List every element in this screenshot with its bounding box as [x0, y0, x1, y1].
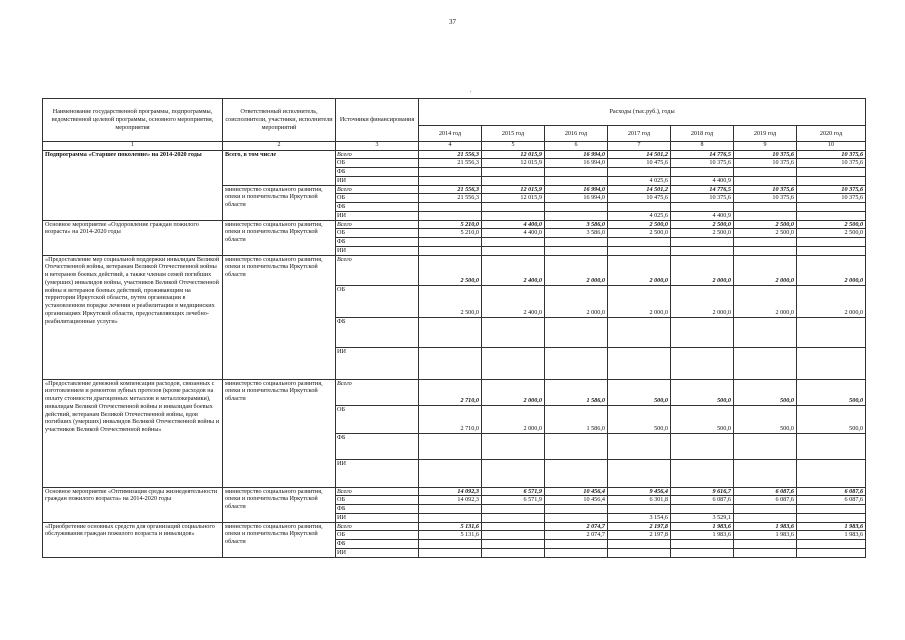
value-cell: 10 375,6	[797, 159, 866, 168]
value-cell: 5 210,0	[419, 220, 482, 229]
value-cell	[545, 513, 608, 522]
value-cell: 5 210,0	[419, 229, 482, 238]
value-cell	[734, 548, 797, 557]
value-cell	[545, 347, 608, 379]
page-number: 37	[449, 18, 456, 26]
value-cell: 2 500,0	[671, 229, 734, 238]
value-cell	[419, 433, 482, 459]
table-row	[43, 220, 866, 229]
value-cell: 2 000,0	[608, 285, 671, 317]
value-cell	[797, 176, 866, 185]
executor: министерство социального развития, опеки и попечительства Иркутской области	[223, 522, 336, 557]
value-cell: 2 500,0	[608, 229, 671, 238]
value-cell: 21 556,3	[419, 194, 482, 203]
column-number: 7	[608, 142, 671, 151]
value-cell	[797, 168, 866, 177]
column-number: 1	[43, 142, 223, 151]
value-cell	[671, 317, 734, 347]
value-cell	[734, 459, 797, 487]
table-row	[43, 255, 866, 285]
value-cell: 10 375,6	[797, 185, 866, 194]
value-cell: 16 994,0	[545, 159, 608, 168]
program-name: «Предоставление денежной компенсации расходов, связанных с изготовлением и ремонтом зубных протезов (кроме расходов на оплату стоимости драгоценных металлов и металлокерамики), инвалидам Великой Отечественной войны и инвалидам боевых действий, ветеранам Великой Отечественной войны, вдов погибших (умерших) инвалидов Великой Отечественной войны и участников Великой Отечественной войны»	[43, 379, 223, 487]
value-cell: 2 710,0	[419, 379, 482, 405]
value-cell	[545, 246, 608, 255]
value-cell	[545, 505, 608, 514]
value-cell	[671, 238, 734, 247]
value-cell: 6 087,6	[734, 487, 797, 496]
value-cell	[419, 211, 482, 220]
header-year: 2020 год	[797, 126, 866, 142]
source-ob: ОБ	[336, 496, 419, 505]
program-name: «Предоставление мер социальной поддержки инвалидам Великой Отечественной войны, ветеранам Великой Отечественной войны и ветеранов боевых действий, а также членам семей погибших (умерших) инвалидов войны, участников Великой Отечественной войны и ветеранов боевых действий, проживающим на территории Иркутской области, путем организации в установленном порядке лечения и реабилитации в медицинских организациях Иркутской области, предоставляющих лечебно-реабилитационные услуги»	[43, 255, 223, 379]
value-cell	[734, 317, 797, 347]
value-cell	[797, 211, 866, 220]
value-cell: 2 500,0	[419, 285, 482, 317]
value-cell	[671, 203, 734, 212]
source-ii: ИИ	[336, 459, 419, 487]
source-ii: ИИ	[336, 513, 419, 522]
value-cell	[671, 540, 734, 549]
value-cell: 2 500,0	[671, 220, 734, 229]
source-ob: ОБ	[336, 229, 419, 238]
header-year: 2017 год	[608, 126, 671, 142]
value-cell	[797, 246, 866, 255]
program-name: Подпрограмма «Старшее поколение» на 2014-2020 годы	[43, 150, 223, 220]
value-cell	[608, 548, 671, 557]
value-cell	[482, 531, 545, 540]
source-all: Всего	[336, 150, 419, 159]
value-cell: 2 500,0	[797, 220, 866, 229]
value-cell: 2 197,8	[608, 522, 671, 531]
value-cell: 12 015,9	[482, 159, 545, 168]
value-cell	[545, 459, 608, 487]
value-cell: 500,0	[608, 379, 671, 405]
value-cell: 2 500,0	[608, 220, 671, 229]
value-cell: 1 983,6	[797, 522, 866, 531]
value-cell: 14 776,5	[671, 185, 734, 194]
source-fb: ФБ	[336, 168, 419, 177]
value-cell: 4 025,6	[608, 176, 671, 185]
value-cell: 2 000,0	[734, 255, 797, 285]
value-cell: 2 000,0	[482, 379, 545, 405]
value-cell: 21 556,3	[419, 150, 482, 159]
value-cell: 1 586,0	[545, 405, 608, 433]
value-cell: 1 983,6	[797, 531, 866, 540]
value-cell	[482, 203, 545, 212]
column-number: 9	[734, 142, 797, 151]
source-fb: ФБ	[336, 203, 419, 212]
value-cell	[671, 246, 734, 255]
executor: Всего, в том числе	[223, 150, 336, 185]
table-row	[43, 522, 866, 531]
value-cell: 2 000,0	[797, 285, 866, 317]
value-cell: 2 000,0	[608, 255, 671, 285]
value-cell	[482, 347, 545, 379]
value-cell: 500,0	[671, 379, 734, 405]
value-cell: 2 197,8	[608, 531, 671, 540]
value-cell: 2 500,0	[734, 220, 797, 229]
value-cell	[482, 317, 545, 347]
value-cell: 3 586,0	[545, 229, 608, 238]
value-cell	[797, 505, 866, 514]
value-cell: 2 000,0	[545, 285, 608, 317]
value-cell: 12 015,9	[482, 185, 545, 194]
value-cell: 3 529,1	[671, 513, 734, 522]
value-cell	[797, 317, 866, 347]
value-cell: 4 400,0	[482, 220, 545, 229]
source-fb: ФБ	[336, 540, 419, 549]
column-number: 4	[419, 142, 482, 151]
value-cell: 2 074,7	[545, 531, 608, 540]
header-year: 2014 год	[419, 126, 482, 142]
value-cell: 10 375,6	[734, 159, 797, 168]
program-name: Основное мероприятие «Оздоровление граждан пожилого возраста» на 2014-2020 годы	[43, 220, 223, 255]
value-cell	[482, 459, 545, 487]
source-ii: ИИ	[336, 347, 419, 379]
source-all: Всего	[336, 522, 419, 531]
value-cell	[671, 168, 734, 177]
value-cell	[545, 540, 608, 549]
value-cell	[608, 168, 671, 177]
source-ob: ОБ	[336, 159, 419, 168]
header-year: 2018 год	[671, 126, 734, 142]
value-cell: 10 375,6	[734, 194, 797, 203]
value-cell: 4 400,0	[482, 229, 545, 238]
value-cell: 10 456,4	[545, 496, 608, 505]
value-cell	[482, 548, 545, 557]
value-cell	[671, 548, 734, 557]
value-cell: 6 087,6	[734, 496, 797, 505]
value-cell: 500,0	[608, 405, 671, 433]
value-cell	[482, 168, 545, 177]
value-cell: 10 375,6	[734, 150, 797, 159]
value-cell: 16 994,0	[545, 194, 608, 203]
value-cell: 10 456,4	[545, 487, 608, 496]
value-cell	[482, 513, 545, 522]
source-all: Всего	[336, 185, 419, 194]
column-number: 8	[671, 142, 734, 151]
column-number: 2	[223, 142, 336, 151]
value-cell	[545, 317, 608, 347]
value-cell	[482, 540, 545, 549]
value-cell: 2 000,0	[545, 255, 608, 285]
table-row	[43, 487, 866, 496]
executor: министерство социального развития, опеки и попечительства Иркутской области	[223, 487, 336, 522]
value-cell	[797, 433, 866, 459]
source-ii: ИИ	[336, 246, 419, 255]
value-cell	[419, 540, 482, 549]
value-cell	[797, 459, 866, 487]
value-cell	[545, 168, 608, 177]
value-cell: 2 000,0	[797, 255, 866, 285]
value-cell	[671, 505, 734, 514]
header-year: 2015 год	[482, 126, 545, 142]
executor: министерство социального развития, опеки и попечительства Иркутской области	[223, 255, 336, 379]
source-fb: ФБ	[336, 433, 419, 459]
value-cell	[734, 540, 797, 549]
value-cell	[797, 548, 866, 557]
value-cell	[419, 203, 482, 212]
value-cell: 1 983,6	[734, 531, 797, 540]
value-cell	[734, 505, 797, 514]
executor: министерство социального развития, опеки и попечительства Иркутской области	[223, 185, 336, 220]
value-cell: 6 571,9	[482, 487, 545, 496]
value-cell	[608, 505, 671, 514]
value-cell: 500,0	[671, 405, 734, 433]
value-cell	[797, 540, 866, 549]
value-cell	[734, 176, 797, 185]
value-cell	[797, 203, 866, 212]
decorative-dot: .	[470, 88, 472, 94]
value-cell	[734, 513, 797, 522]
expenses-table	[42, 98, 866, 558]
value-cell: 14 501,2	[608, 150, 671, 159]
value-cell: 10 375,6	[671, 194, 734, 203]
source-fb: ФБ	[336, 238, 419, 247]
value-cell: 6 571,9	[482, 496, 545, 505]
header-expenses: Расходы (тыс.руб.), годы	[419, 99, 866, 126]
value-cell	[734, 238, 797, 247]
value-cell	[608, 317, 671, 347]
source-ob: ОБ	[336, 405, 419, 433]
value-cell: 2 074,7	[545, 522, 608, 531]
value-cell: 9 616,7	[671, 487, 734, 496]
value-cell	[419, 176, 482, 185]
value-cell: 12 015,9	[482, 150, 545, 159]
value-cell: 10 375,6	[797, 150, 866, 159]
value-cell	[419, 505, 482, 514]
value-cell: 9 456,4	[608, 487, 671, 496]
value-cell	[419, 238, 482, 247]
value-cell	[608, 347, 671, 379]
header-year: 2019 год	[734, 126, 797, 142]
value-cell	[608, 246, 671, 255]
value-cell	[734, 347, 797, 379]
value-cell	[482, 433, 545, 459]
source-ob: ОБ	[336, 194, 419, 203]
value-cell: 4 025,6	[608, 211, 671, 220]
value-cell: 4 400,9	[671, 176, 734, 185]
source-all: Всего	[336, 255, 419, 285]
value-cell: 2 000,0	[671, 255, 734, 285]
value-cell	[734, 246, 797, 255]
value-cell: 2 400,0	[482, 285, 545, 317]
value-cell: 5 131,6	[419, 522, 482, 531]
value-cell: 1 983,6	[671, 522, 734, 531]
value-cell	[671, 459, 734, 487]
value-cell: 2 400,0	[482, 255, 545, 285]
value-cell	[419, 246, 482, 255]
value-cell: 2 000,0	[482, 405, 545, 433]
column-number: 10	[797, 142, 866, 151]
value-cell: 2 710,0	[419, 405, 482, 433]
value-cell: 10 375,6	[797, 194, 866, 203]
column-number: 5	[482, 142, 545, 151]
value-cell: 10 475,6	[608, 194, 671, 203]
value-cell: 2 000,0	[734, 285, 797, 317]
value-cell: 14 092,3	[419, 496, 482, 505]
value-cell: 4 400,9	[671, 211, 734, 220]
value-cell: 2 500,0	[797, 229, 866, 238]
value-cell: 14 501,2	[608, 185, 671, 194]
value-cell	[797, 347, 866, 379]
source-ob: ОБ	[336, 531, 419, 540]
value-cell: 500,0	[797, 405, 866, 433]
value-cell	[482, 176, 545, 185]
value-cell: 500,0	[734, 405, 797, 433]
source-all: Всего	[336, 487, 419, 496]
value-cell: 3 586,0	[545, 220, 608, 229]
value-cell	[734, 433, 797, 459]
value-cell	[419, 513, 482, 522]
column-number: 3	[336, 142, 419, 151]
value-cell	[608, 540, 671, 549]
value-cell	[419, 347, 482, 379]
value-cell	[419, 317, 482, 347]
value-cell	[482, 505, 545, 514]
value-cell: 10 375,6	[671, 159, 734, 168]
value-cell	[482, 246, 545, 255]
value-cell	[419, 548, 482, 557]
source-ii: ИИ	[336, 211, 419, 220]
value-cell: 10 375,6	[734, 185, 797, 194]
value-cell	[671, 347, 734, 379]
value-cell: 10 475,6	[608, 159, 671, 168]
value-cell: 6 301,8	[608, 496, 671, 505]
value-cell: 2 500,0	[419, 255, 482, 285]
value-cell	[797, 513, 866, 522]
value-cell: 2 500,0	[734, 229, 797, 238]
value-cell: 2 000,0	[671, 285, 734, 317]
value-cell	[482, 522, 545, 531]
column-number: 6	[545, 142, 608, 151]
source-ob: ОБ	[336, 285, 419, 317]
source-ii: ИИ	[336, 176, 419, 185]
header-executor: Ответственный исполнитель, соисполнители, участники, исполнители мероприятий	[223, 99, 336, 142]
header-name: Наименование государственной программы, подпрограммы, ведомственной целевой программы, основного мероприятия, мероприятия	[43, 99, 223, 142]
value-cell	[671, 433, 734, 459]
executor: министерство социального развития, опеки и попечительства Иркутской области	[223, 220, 336, 255]
value-cell	[419, 459, 482, 487]
value-cell	[797, 238, 866, 247]
value-cell: 500,0	[797, 379, 866, 405]
source-ii: ИИ	[336, 548, 419, 557]
value-cell: 14 092,3	[419, 487, 482, 496]
header-year: 2016 год	[545, 126, 608, 142]
value-cell	[734, 168, 797, 177]
value-cell	[545, 211, 608, 220]
source-all: Всего	[336, 220, 419, 229]
value-cell: 6 087,6	[797, 487, 866, 496]
value-cell: 3 154,6	[608, 513, 671, 522]
value-cell: 12 015,9	[482, 194, 545, 203]
value-cell	[419, 168, 482, 177]
source-fb: ФБ	[336, 317, 419, 347]
value-cell: 16 994,0	[545, 185, 608, 194]
value-cell: 14 776,5	[671, 150, 734, 159]
value-cell: 6 087,6	[671, 496, 734, 505]
value-cell: 500,0	[734, 379, 797, 405]
value-cell	[734, 211, 797, 220]
header-source: Источники финансирования	[336, 99, 419, 142]
value-cell: 21 556,3	[419, 185, 482, 194]
value-cell: 6 087,6	[797, 496, 866, 505]
program-name: Основное мероприятие «Оптимизация среды жизнедеятельности граждан пожилого возраста» на 2014-2020 годы	[43, 487, 223, 522]
source-fb: ФБ	[336, 505, 419, 514]
value-cell: 1 983,6	[734, 522, 797, 531]
value-cell: 5 131,6	[419, 531, 482, 540]
value-cell	[608, 433, 671, 459]
value-cell	[545, 203, 608, 212]
value-cell	[545, 238, 608, 247]
table-row	[43, 150, 866, 159]
value-cell: 21 556,3	[419, 159, 482, 168]
value-cell	[608, 203, 671, 212]
value-cell	[482, 238, 545, 247]
table-row	[43, 379, 866, 405]
executor: министерство социального развития, опеки и попечительства Иркутской области	[223, 379, 336, 487]
value-cell	[545, 176, 608, 185]
source-all: Всего	[336, 379, 419, 405]
value-cell: 1 586,0	[545, 379, 608, 405]
value-cell: 16 994,0	[545, 150, 608, 159]
value-cell	[482, 211, 545, 220]
value-cell	[608, 238, 671, 247]
value-cell	[734, 203, 797, 212]
value-cell: 1 983,6	[671, 531, 734, 540]
program-name: «Приобретение основных средств для организаций социального обслуживания граждан пожилого возраста и инвалидов»	[43, 522, 223, 557]
value-cell	[545, 433, 608, 459]
value-cell	[545, 548, 608, 557]
value-cell	[608, 459, 671, 487]
